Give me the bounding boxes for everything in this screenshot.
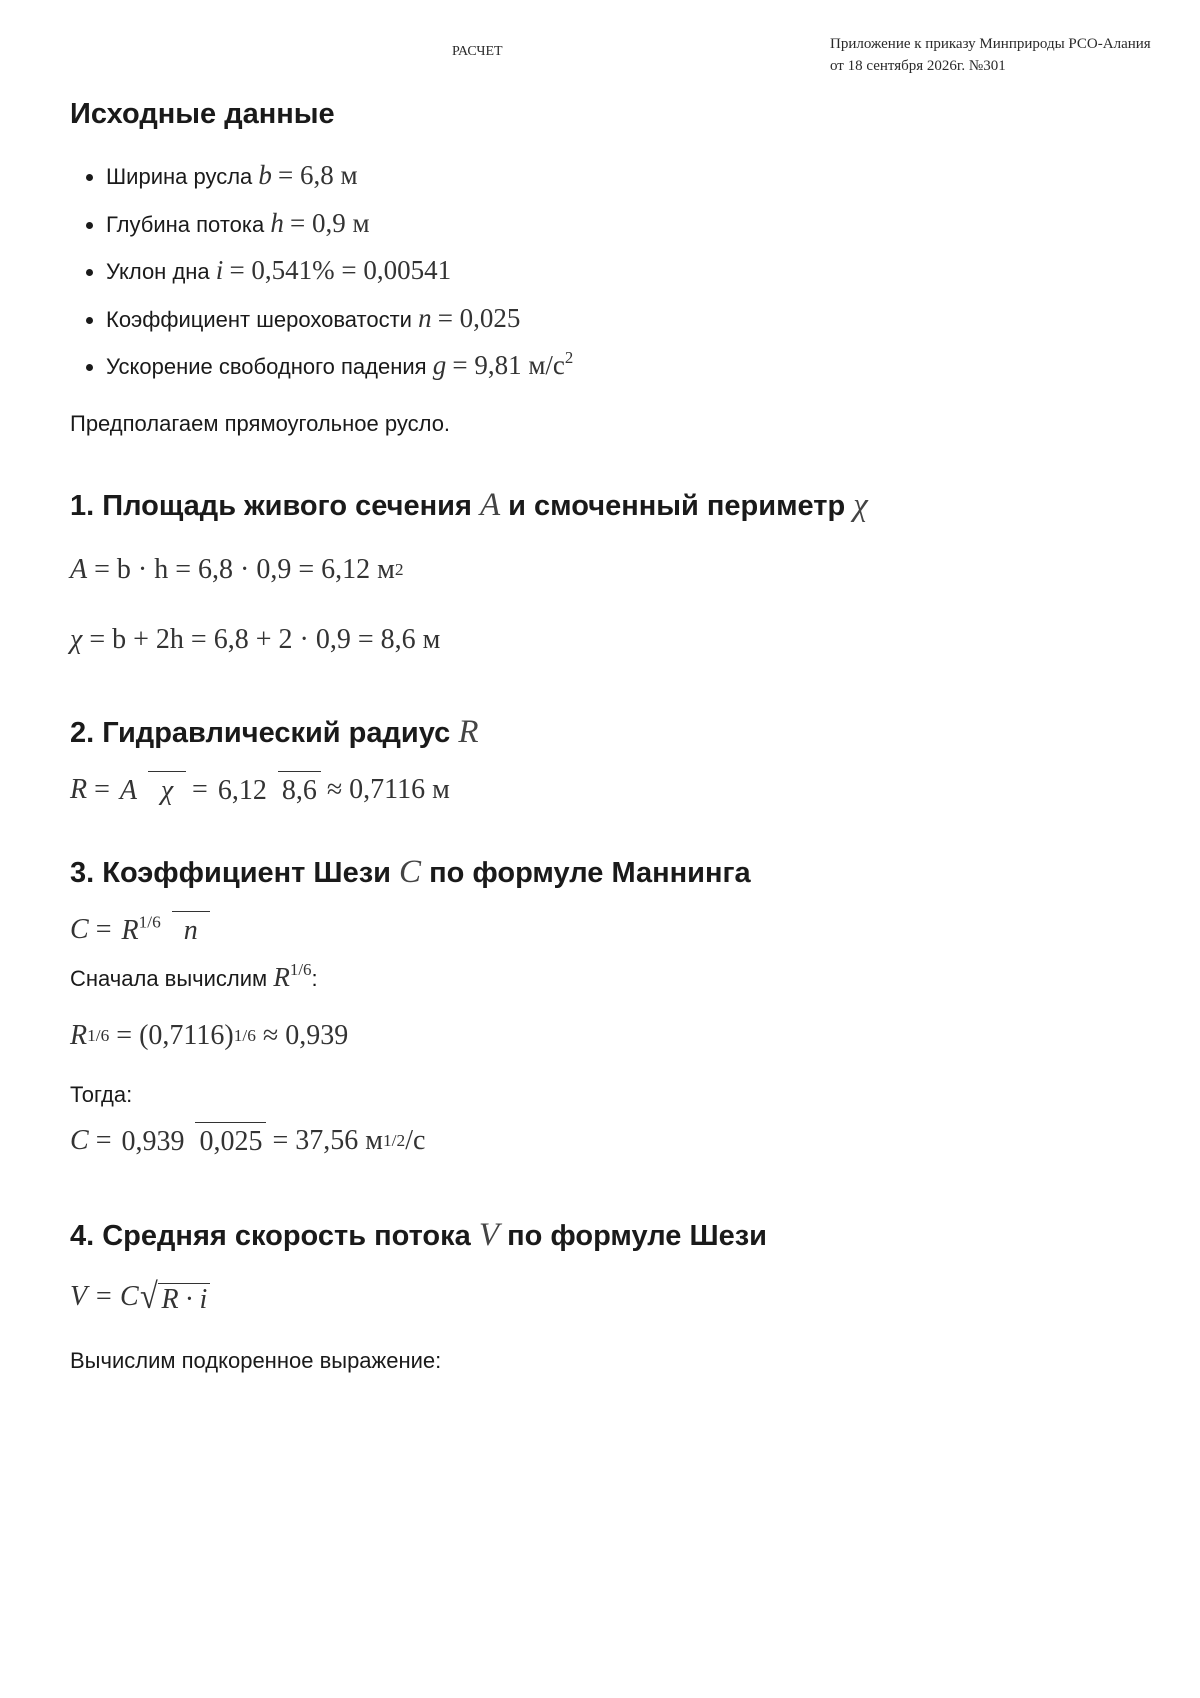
- then-text: Тогда:: [70, 1081, 133, 1107]
- section-2-heading: 2. Гидравлический радиус R: [70, 713, 479, 750]
- appendix-note-line1: Приложение к приказу Минприроды РСО-Алания: [830, 36, 1151, 52]
- given-symbol: h: [270, 207, 284, 238]
- square-root: √ R · i: [139, 1278, 211, 1316]
- appendix-note: [830, 33, 1151, 77]
- fraction-chezy: 0,939 0,025: [117, 1122, 266, 1161]
- chezy-coefficient-equation: C = 0,939 0,025 = 37,56 м 1/2 /с: [70, 1122, 1150, 1161]
- section-1-heading: 1. Площадь живого сечения A и смоченный периметр χ: [70, 486, 868, 523]
- given-item-gravity: [106, 349, 1150, 397]
- given-item-slope: [106, 254, 1150, 302]
- velocity-formula: V = C √ R · i: [70, 1278, 1150, 1316]
- assumption-text: Предполагаем прямоугольное русло.: [70, 410, 451, 436]
- radius-equation: R = A χ = 6,12 8,6 ≈ 0,7116 м: [70, 771, 1150, 810]
- given-value: = 6,8 м: [278, 160, 358, 190]
- manning-formula: C = $R^{1/6}$ n: [70, 911, 1150, 950]
- radicand-text: Вычислим подкоренное выражение:: [70, 1347, 442, 1373]
- given-label: Коэффициент шероховатости: [106, 306, 412, 332]
- fraction-manning: $R^{1/6}$ n: [117, 911, 209, 950]
- given-symbol: n: [418, 302, 432, 333]
- given-label: Глубина потока: [106, 211, 265, 237]
- given-symbol: i: [215, 255, 224, 285]
- given-value: = 0,541% = 0,00541: [229, 255, 452, 285]
- given-value: = 0,025: [437, 302, 521, 333]
- given-item-roughness: [106, 302, 1150, 350]
- given-item-depth: [106, 207, 1150, 255]
- section-3-heading: 3. Коэффициент Шези C по формуле Маннинга: [70, 853, 751, 890]
- given-label: Уклон дна: [106, 259, 210, 284]
- given-symbol: g: [432, 350, 447, 380]
- given-label: Ширина русла: [106, 164, 253, 189]
- fraction-values: 6,12 8,6: [214, 771, 321, 810]
- area-equation: A = b · h = 6,8 · 0,9 = 6,12 м 2: [70, 553, 404, 585]
- section-4-heading: 4. Средняя скорость потока V по формуле Шези: [70, 1216, 767, 1253]
- given-item-width: [106, 159, 1150, 207]
- compute-r-text: Сначала вычислим $R^{1/6}$:: [70, 959, 318, 992]
- document-body: [70, 90, 1150, 1376]
- appendix-note-line2: от 18 сентября 2026г. №301: [830, 58, 1006, 74]
- given-value: = 0,9 м: [289, 207, 370, 238]
- given-symbol: b: [258, 160, 272, 190]
- document-title: РАСЧЕТ: [452, 44, 503, 59]
- given-value: = 9,81 $м/с^2$: [452, 348, 574, 380]
- given-label: Ускорение свободного падения: [106, 354, 427, 379]
- perimeter-equation: χ = b + 2h = 6,8 + 2 · 0,9 = 8,6 м: [70, 623, 441, 655]
- fraction-a-chi: A χ: [116, 771, 186, 810]
- given-heading: Исходные данные: [70, 98, 335, 130]
- given-list: [70, 159, 1150, 397]
- r-power-equation: R 1/6 = (0,7116) 1/6 ≈ 0,939: [70, 1019, 349, 1051]
